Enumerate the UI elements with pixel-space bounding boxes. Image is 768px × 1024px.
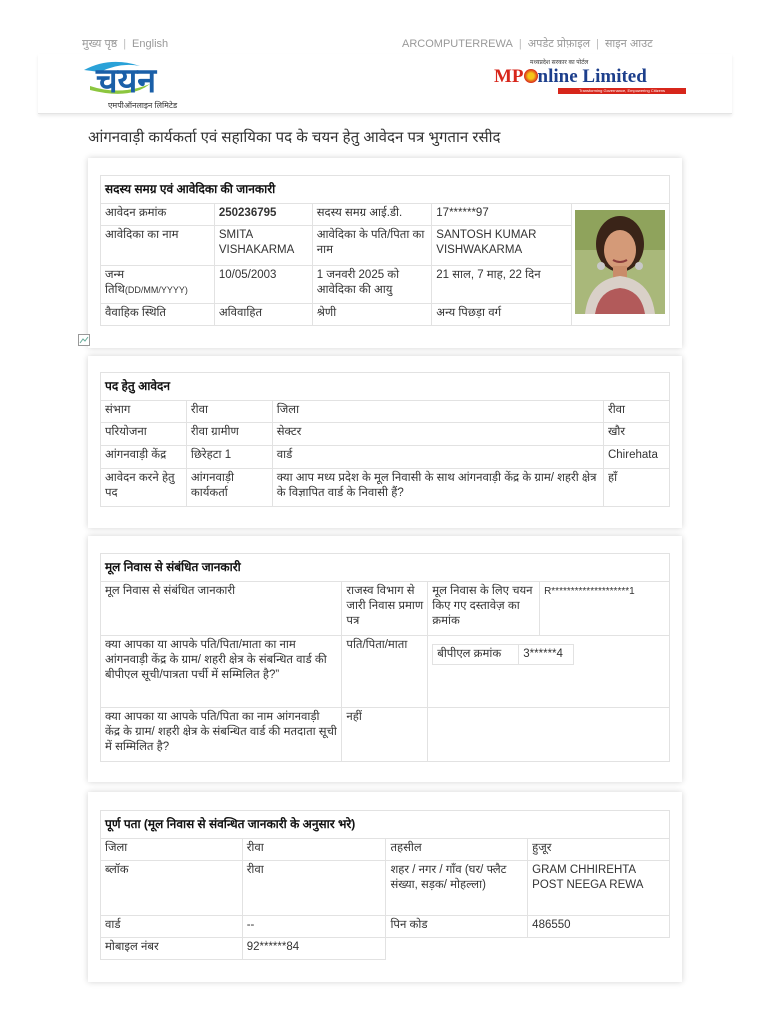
signout-link[interactable]: साइन आउट	[604, 38, 653, 50]
project-label: परियोजना	[101, 423, 187, 446]
domicile-cert-label: राजस्व विभाग से जारी निवास प्रमाण पत्र	[342, 582, 428, 636]
address-table	[100, 810, 670, 960]
resident-answer: हाँ	[603, 469, 669, 507]
domicile-info-table	[100, 553, 670, 762]
addr-ward-label: वार्ड	[101, 916, 243, 938]
mponline-name: MP nline Limited	[494, 66, 647, 87]
name-value: SMITA VISHAKARMA	[214, 226, 312, 266]
top-navigation: मुख्य पृष्ठ | English ARCOMPUTERREWA | अपडेट प्रोफ़ाइल | साइन आउट	[82, 38, 653, 50]
domicile-doc-label: मूल निवास के लिए चयन किए गए दस्तावेज़ का क्रमांक	[428, 582, 540, 636]
mponline-logo[interactable]	[494, 58, 694, 98]
ward-value: Chirehata	[603, 446, 669, 469]
address-section-title: पूर्ण पता (मूल निवास से संवन्धित जानकारी के अनुसार भरे)	[101, 811, 670, 839]
domicile-info-card	[88, 536, 682, 782]
age-value: 21 साल, 7 माह, 22 दिन	[432, 266, 572, 304]
address-card	[88, 792, 682, 982]
voter-empty-cell	[428, 708, 670, 762]
bpl-question: क्या आपका या आपके पति/पिता/माता का नाम आंगनवाड़ी केंद्र के ग्राम/ शहरी क्षेत्र के संबन्धित वार्ड की बीपीएल सूची/पात्रता पर्ची में सम्मिलित है?”	[101, 636, 342, 708]
father-label: आवेदिका के पति/पिता का नाम	[312, 226, 432, 266]
project-value: रीवा ग्रामीण	[186, 423, 272, 446]
applicant-info-card	[88, 158, 682, 348]
apply-post-value: आंगनवाड़ी कार्यकर्ता	[186, 469, 272, 507]
father-value: SANTOSH KUMAR VISHWAKARMA	[432, 226, 572, 266]
chayan-tagline: एमपीऑनलाइन लिमिटेड	[108, 101, 178, 110]
bpl-number-cell	[428, 636, 670, 708]
mponline-subtitle: Transforming Governance, Empowering Citizens	[558, 88, 686, 94]
applicant-info-table	[100, 175, 670, 326]
chayan-logo-text: चयन	[96, 61, 157, 101]
update-profile-link[interactable]: अपडेट प्रोफ़ाइल	[527, 38, 591, 50]
home-link[interactable]: मुख्य पृष्ठ	[82, 38, 118, 50]
addr-tehsil-value: हुजूर	[528, 839, 670, 861]
addr-ward-value: --	[242, 916, 386, 938]
page-title: आंगनवाड़ी कार्यकर्ता एवं सहायिका पद के चयन हेतु आवेदन पत्र भुगतान रसीद	[88, 129, 501, 146]
category-value: अन्य पिछड़ा वर्ग	[432, 304, 572, 326]
domicile-doc-value: R********************1	[540, 582, 670, 636]
ward-label: वार्ड	[272, 446, 603, 469]
addr-mobile-value: 92******84	[242, 938, 386, 960]
addr-district-value: रीवा	[242, 839, 386, 861]
category-label: श्रेणी	[312, 304, 432, 326]
samagra-value: 17******97	[432, 204, 572, 226]
addr-empty-cell	[386, 938, 670, 960]
domicile-section-title: मूल निवास से संबंधित जानकारी	[101, 554, 670, 582]
name-label: आवेदिका का नाम	[101, 226, 215, 266]
division-value: रीवा	[186, 401, 272, 423]
age-label: 1 जनवरी 2025 को आवेदिका की आयु	[312, 266, 432, 304]
addr-tehsil-label: तहसील	[386, 839, 528, 861]
addr-mobile-label: मोबाइल नंबर	[101, 938, 243, 960]
app-no-label: आवेदन क्रमांक	[101, 204, 215, 226]
district-label: जिला	[272, 401, 603, 423]
sector-label: सेक्टर	[272, 423, 603, 446]
bpl-answer: पति/पिता/माता	[342, 636, 428, 708]
post-application-table	[100, 372, 670, 507]
addr-pin-label: पिन कोड	[386, 916, 528, 938]
applicant-photo-cell	[571, 204, 669, 326]
domicile-info-label: मूल निवास से संबंधित जानकारी	[101, 582, 342, 636]
marital-value: अविवाहित	[214, 304, 312, 326]
center-label: आंगनवाड़ी केंद्र	[101, 446, 187, 469]
app-no-value: 250236795	[214, 204, 312, 226]
mponline-globe-icon	[524, 69, 538, 83]
applicant-section-title: सदस्य समग्र एवं आवेदिका की जानकारी	[101, 176, 670, 204]
center-value: छिरेहटा 1	[186, 446, 272, 469]
english-link[interactable]: English	[132, 38, 169, 50]
dob-format: (DD/MM/YYYY)	[124, 285, 188, 295]
dob-label: जन्म तिथि(DD/MM/YYYY)	[101, 266, 215, 304]
samagra-label: सदस्य समग्र आई.डी.	[312, 204, 432, 226]
addr-block-value: रीवा	[242, 861, 386, 916]
chayan-logo[interactable]	[80, 56, 220, 112]
addr-district-label: जिला	[101, 839, 243, 861]
mponline-small-text: मध्यप्रदेश सरकार का पोर्टल	[530, 60, 589, 66]
resident-question: क्या आप मध्य प्रदेश के मूल निवासी के साथ आंगनवाड़ी केंद्र के ग्राम/ शहरी क्षेत्र के विज्ञापित वार्ड के निवासी हैं?	[272, 469, 603, 507]
sector-value: खौर	[603, 423, 669, 446]
district-value: रीवा	[603, 401, 669, 423]
bpl-number-label: बीपीएल क्रमांक	[433, 645, 519, 665]
post-application-card	[88, 356, 682, 528]
bpl-number-table	[432, 644, 574, 665]
chayan-logo-icon	[80, 56, 220, 102]
applicant-photo	[575, 210, 665, 314]
addr-street-label: शहर / नगर / गाँव (घर/ फ्लैट संख्या, सड़क/ मोहल्ला)	[386, 861, 528, 916]
site-header	[38, 54, 732, 114]
addr-pin-value: 486550	[528, 916, 670, 938]
bpl-number-value: 3******4	[519, 645, 574, 665]
marital-label: वैवाहिक स्थिति	[101, 304, 215, 326]
dob-value: 10/05/2003	[214, 266, 312, 304]
apply-post-label: आवेदन करने हेतु पद	[101, 469, 187, 507]
broken-image-icon	[78, 334, 90, 346]
voter-question: क्या आपका या आपके पति/पिता का नाम आंगनवाड़ी केंद्र के ग्राम/ शहरी क्षेत्र के संबन्धित वार्ड की मतदाता सूची में सम्मिलित है?	[101, 708, 342, 762]
post-section-title: पद हेतु आवेदन	[101, 373, 670, 401]
addr-street-value: GRAM CHHIREHTA POST NEEGA REWA	[528, 861, 670, 916]
addr-block-label: ब्लॉक	[101, 861, 243, 916]
username-link[interactable]: ARCOMPUTERREWA	[402, 38, 513, 50]
voter-answer: नहीं	[342, 708, 428, 762]
division-label: संभाग	[101, 401, 187, 423]
